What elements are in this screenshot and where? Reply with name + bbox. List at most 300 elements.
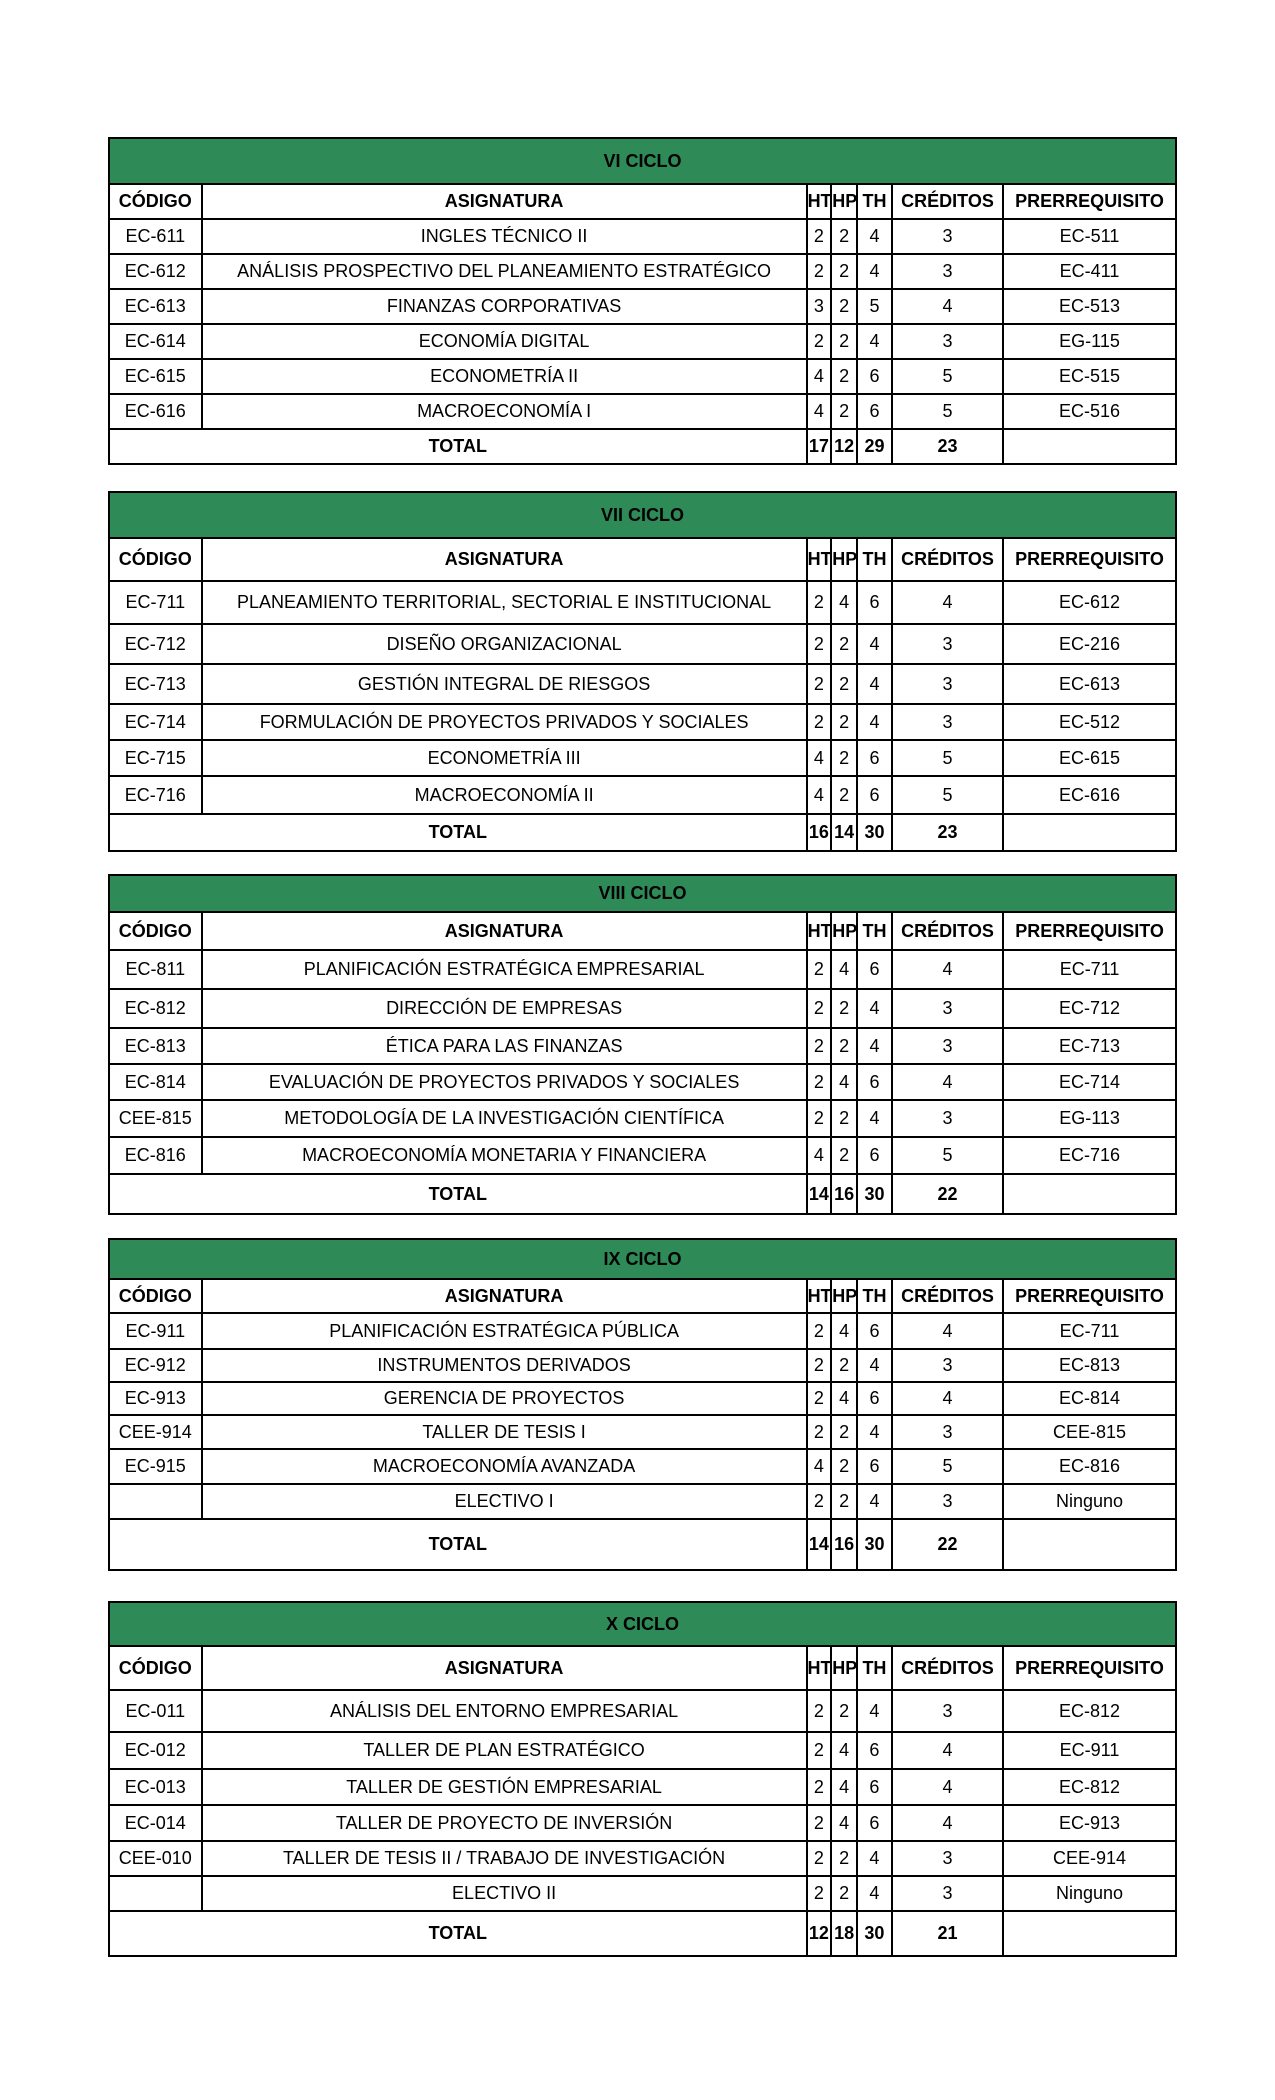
ht-cell: 2 xyxy=(807,1349,832,1382)
codigo-cell xyxy=(109,1876,202,1911)
creditos-header: CRÉDITOS xyxy=(892,1279,1003,1313)
th-cell: 4 xyxy=(857,254,892,289)
hp-header: HP xyxy=(831,538,857,581)
hp-header: HP xyxy=(831,1279,857,1313)
codigo-cell: CEE-914 xyxy=(109,1415,202,1449)
prerrequisito-cell: EC-516 xyxy=(1003,394,1176,429)
table-row xyxy=(109,1137,1176,1174)
hp-cell: 2 xyxy=(831,1841,857,1876)
hp-cell: 2 xyxy=(831,1028,857,1064)
asignatura-cell: MACROECONOMÍA I xyxy=(202,394,807,429)
table-row xyxy=(109,1382,1176,1415)
prerrequisito-cell: EC-714 xyxy=(1003,1064,1176,1100)
th-cell: 4 xyxy=(857,624,892,664)
asignatura-cell: ELECTIVO II xyxy=(202,1876,807,1911)
prerrequisito-cell: EC-812 xyxy=(1003,1690,1176,1732)
th-cell: 4 xyxy=(857,1484,892,1519)
creditos-cell: 4 xyxy=(892,1313,1003,1349)
prerrequisito-cell: EC-513 xyxy=(1003,289,1176,324)
column-header-row xyxy=(109,184,1176,219)
creditos-cell: 4 xyxy=(892,950,1003,989)
codigo-cell: EC-911 xyxy=(109,1313,202,1349)
asignatura-header: ASIGNATURA xyxy=(202,538,807,581)
total-th-cell: 30 xyxy=(857,1519,892,1570)
total-th-cell: 30 xyxy=(857,814,892,851)
asignatura-cell: DIRECCIÓN DE EMPRESAS xyxy=(202,989,807,1028)
th-cell: 4 xyxy=(857,989,892,1028)
ht-cell: 2 xyxy=(807,1382,832,1415)
ht-cell: 2 xyxy=(807,704,832,740)
asignatura-header: ASIGNATURA xyxy=(202,1279,807,1313)
codigo-cell: EC-712 xyxy=(109,624,202,664)
ht-header: HT xyxy=(807,538,832,581)
asignatura-cell: TALLER DE PROYECTO DE INVERSIÓN xyxy=(202,1805,807,1841)
table-row xyxy=(109,1769,1176,1805)
codigo-cell: CEE-815 xyxy=(109,1100,202,1137)
total-creditos-cell: 21 xyxy=(892,1911,1003,1956)
total-label: TOTAL xyxy=(109,1519,807,1570)
codigo-cell: EC-012 xyxy=(109,1732,202,1769)
column-header-row xyxy=(109,1646,1176,1690)
ht-cell: 4 xyxy=(807,740,832,776)
hp-cell: 4 xyxy=(831,1064,857,1100)
total-th-cell: 29 xyxy=(857,429,892,464)
th-cell: 4 xyxy=(857,1415,892,1449)
table-row xyxy=(109,219,1176,254)
prerrequisito-cell: EC-814 xyxy=(1003,1382,1176,1415)
ht-header: HT xyxy=(807,184,832,219)
hp-cell: 2 xyxy=(831,289,857,324)
creditos-header: CRÉDITOS xyxy=(892,184,1003,219)
total-ht-cell: 12 xyxy=(807,1911,832,1956)
prerrequisito-cell: EC-512 xyxy=(1003,704,1176,740)
table-row xyxy=(109,1805,1176,1841)
prerrequisito-cell: EC-411 xyxy=(1003,254,1176,289)
ht-cell: 2 xyxy=(807,1732,832,1769)
total-label: TOTAL xyxy=(109,814,807,851)
prerrequisito-cell: EC-813 xyxy=(1003,1349,1176,1382)
cycle-title-row xyxy=(109,492,1176,538)
table-row xyxy=(109,359,1176,394)
hp-cell: 2 xyxy=(831,1484,857,1519)
asignatura-cell: DISEÑO ORGANIZACIONAL xyxy=(202,624,807,664)
hp-cell: 2 xyxy=(831,219,857,254)
prerrequisito-cell: CEE-815 xyxy=(1003,1415,1176,1449)
cycle-table xyxy=(108,491,1177,852)
total-hp-cell: 16 xyxy=(831,1174,857,1214)
table-row xyxy=(109,324,1176,359)
table-row xyxy=(109,1484,1176,1519)
table-row xyxy=(109,704,1176,740)
total-hp-cell: 16 xyxy=(831,1519,857,1570)
prerrequisito-cell: Ninguno xyxy=(1003,1876,1176,1911)
table-row xyxy=(109,1349,1176,1382)
codigo-cell: EC-912 xyxy=(109,1349,202,1382)
creditos-cell: 4 xyxy=(892,1732,1003,1769)
table-row xyxy=(109,1100,1176,1137)
ht-cell: 2 xyxy=(807,1028,832,1064)
creditos-cell: 3 xyxy=(892,219,1003,254)
cycle-table xyxy=(108,137,1177,465)
th-cell: 6 xyxy=(857,359,892,394)
hp-cell: 4 xyxy=(831,1313,857,1349)
total-creditos-cell: 22 xyxy=(892,1174,1003,1214)
prerrequisito-cell: EG-113 xyxy=(1003,1100,1176,1137)
total-label: TOTAL xyxy=(109,1911,807,1956)
creditos-header: CRÉDITOS xyxy=(892,912,1003,950)
creditos-cell: 4 xyxy=(892,1769,1003,1805)
total-ht-cell: 17 xyxy=(807,429,832,464)
ht-cell: 4 xyxy=(807,1449,832,1484)
creditos-cell: 3 xyxy=(892,1876,1003,1911)
codigo-cell: EC-814 xyxy=(109,1064,202,1100)
asignatura-cell: PLANIFICACIÓN ESTRATÉGICA PÚBLICA xyxy=(202,1313,807,1349)
prerrequisito-cell: EC-913 xyxy=(1003,1805,1176,1841)
th-cell: 6 xyxy=(857,581,892,624)
asignatura-cell: TALLER DE PLAN ESTRATÉGICO xyxy=(202,1732,807,1769)
hp-cell: 2 xyxy=(831,359,857,394)
creditos-header: CRÉDITOS xyxy=(892,538,1003,581)
asignatura-cell: ÉTICA PARA LAS FINANZAS xyxy=(202,1028,807,1064)
ht-cell: 4 xyxy=(807,359,832,394)
cycle-table xyxy=(108,1601,1177,1957)
hp-header: HP xyxy=(831,912,857,950)
cycle-title-row xyxy=(109,1239,1176,1279)
prerrequisito-cell: EC-812 xyxy=(1003,1769,1176,1805)
creditos-cell: 4 xyxy=(892,1805,1003,1841)
total-creditos-cell: 23 xyxy=(892,429,1003,464)
creditos-header: CRÉDITOS xyxy=(892,1646,1003,1690)
table-row xyxy=(109,776,1176,814)
hp-cell: 2 xyxy=(831,1415,857,1449)
ht-cell: 2 xyxy=(807,1100,832,1137)
hp-cell: 4 xyxy=(831,581,857,624)
th-cell: 6 xyxy=(857,1732,892,1769)
ht-cell: 2 xyxy=(807,1484,832,1519)
column-header-row xyxy=(109,1279,1176,1313)
th-cell: 6 xyxy=(857,1805,892,1841)
total-ht-cell: 14 xyxy=(807,1519,832,1570)
prerrequisito-cell: CEE-914 xyxy=(1003,1841,1176,1876)
hp-cell: 2 xyxy=(831,989,857,1028)
ht-cell: 3 xyxy=(807,289,832,324)
asignatura-cell: ANÁLISIS DEL ENTORNO EMPRESARIAL xyxy=(202,1690,807,1732)
ht-cell: 2 xyxy=(807,664,832,704)
prerrequisito-header: PRERREQUISITO xyxy=(1003,912,1176,950)
th-cell: 6 xyxy=(857,776,892,814)
th-cell: 4 xyxy=(857,664,892,704)
codigo-cell: EC-615 xyxy=(109,359,202,394)
total-prerrequisito-cell xyxy=(1003,429,1176,464)
hp-cell: 2 xyxy=(831,254,857,289)
total-prerrequisito-cell xyxy=(1003,814,1176,851)
ht-header: HT xyxy=(807,1646,832,1690)
th-cell: 4 xyxy=(857,1349,892,1382)
creditos-cell: 3 xyxy=(892,664,1003,704)
ht-cell: 2 xyxy=(807,1415,832,1449)
hp-cell: 2 xyxy=(831,664,857,704)
column-header-row xyxy=(109,912,1176,950)
codigo-cell: EC-614 xyxy=(109,324,202,359)
creditos-cell: 3 xyxy=(892,254,1003,289)
hp-cell: 2 xyxy=(831,1690,857,1732)
total-row xyxy=(109,1911,1176,1956)
prerrequisito-cell: EC-613 xyxy=(1003,664,1176,704)
creditos-cell: 3 xyxy=(892,624,1003,664)
th-cell: 6 xyxy=(857,1064,892,1100)
creditos-cell: 3 xyxy=(892,1484,1003,1519)
table-row xyxy=(109,664,1176,704)
cycle-title: VI CICLO xyxy=(109,138,1176,184)
cycle-table xyxy=(108,1238,1177,1571)
creditos-cell: 3 xyxy=(892,1349,1003,1382)
th-cell: 4 xyxy=(857,1100,892,1137)
total-prerrequisito-cell xyxy=(1003,1911,1176,1956)
asignatura-cell: ELECTIVO I xyxy=(202,1484,807,1519)
prerrequisito-header: PRERREQUISITO xyxy=(1003,538,1176,581)
prerrequisito-cell: EC-511 xyxy=(1003,219,1176,254)
codigo-cell: EC-813 xyxy=(109,1028,202,1064)
ht-cell: 2 xyxy=(807,1876,832,1911)
creditos-cell: 3 xyxy=(892,324,1003,359)
prerrequisito-cell: EC-216 xyxy=(1003,624,1176,664)
table-row xyxy=(109,289,1176,324)
hp-cell: 4 xyxy=(831,1805,857,1841)
th-cell: 6 xyxy=(857,950,892,989)
table-row xyxy=(109,581,1176,624)
hp-cell: 2 xyxy=(831,740,857,776)
cycle-title: VIII CICLO xyxy=(109,875,1176,912)
codigo-header: CÓDIGO xyxy=(109,538,202,581)
prerrequisito-cell: EC-713 xyxy=(1003,1028,1176,1064)
hp-cell: 2 xyxy=(831,1100,857,1137)
creditos-cell: 5 xyxy=(892,740,1003,776)
hp-header: HP xyxy=(831,1646,857,1690)
total-hp-cell: 12 xyxy=(831,429,857,464)
th-cell: 4 xyxy=(857,324,892,359)
creditos-cell: 3 xyxy=(892,704,1003,740)
prerrequisito-header: PRERREQUISITO xyxy=(1003,1646,1176,1690)
total-label: TOTAL xyxy=(109,1174,807,1214)
ht-cell: 2 xyxy=(807,950,832,989)
th-cell: 4 xyxy=(857,1690,892,1732)
codigo-cell: EC-713 xyxy=(109,664,202,704)
th-cell: 5 xyxy=(857,289,892,324)
ht-cell: 4 xyxy=(807,776,832,814)
creditos-cell: 4 xyxy=(892,289,1003,324)
asignatura-cell: EVALUACIÓN DE PROYECTOS PRIVADOS Y SOCIALES xyxy=(202,1064,807,1100)
codigo-cell: EC-715 xyxy=(109,740,202,776)
codigo-header: CÓDIGO xyxy=(109,184,202,219)
hp-cell: 2 xyxy=(831,776,857,814)
cycle-title-row xyxy=(109,1602,1176,1646)
th-cell: 6 xyxy=(857,740,892,776)
creditos-cell: 5 xyxy=(892,394,1003,429)
ht-cell: 2 xyxy=(807,1690,832,1732)
total-row xyxy=(109,814,1176,851)
table-row xyxy=(109,394,1176,429)
total-th-cell: 30 xyxy=(857,1911,892,1956)
creditos-cell: 4 xyxy=(892,1064,1003,1100)
prerrequisito-cell: EC-716 xyxy=(1003,1137,1176,1174)
hp-cell: 2 xyxy=(831,1449,857,1484)
th-cell: 4 xyxy=(857,704,892,740)
asignatura-cell: ECONOMETRÍA III xyxy=(202,740,807,776)
th-header: TH xyxy=(857,1279,892,1313)
ht-cell: 4 xyxy=(807,1137,832,1174)
codigo-cell: CEE-010 xyxy=(109,1841,202,1876)
ht-cell: 2 xyxy=(807,1064,832,1100)
hp-cell: 2 xyxy=(831,704,857,740)
codigo-cell: EC-014 xyxy=(109,1805,202,1841)
ht-cell: 2 xyxy=(807,1841,832,1876)
total-ht-cell: 16 xyxy=(807,814,832,851)
creditos-cell: 5 xyxy=(892,1137,1003,1174)
hp-cell: 2 xyxy=(831,324,857,359)
total-row xyxy=(109,1519,1176,1570)
prerrequisito-cell: EC-615 xyxy=(1003,740,1176,776)
table-row xyxy=(109,950,1176,989)
codigo-cell: EC-716 xyxy=(109,776,202,814)
prerrequisito-cell: EC-515 xyxy=(1003,359,1176,394)
prerrequisito-header: PRERREQUISITO xyxy=(1003,1279,1176,1313)
asignatura-cell: ANÁLISIS PROSPECTIVO DEL PLANEAMIENTO ESTRATÉGICO xyxy=(202,254,807,289)
creditos-cell: 5 xyxy=(892,1449,1003,1484)
cycle-title: IX CICLO xyxy=(109,1239,1176,1279)
codigo-cell: EC-812 xyxy=(109,989,202,1028)
codigo-cell: EC-714 xyxy=(109,704,202,740)
codigo-cell: EC-611 xyxy=(109,219,202,254)
hp-cell: 4 xyxy=(831,950,857,989)
total-ht-cell: 14 xyxy=(807,1174,832,1214)
cycle-title-row xyxy=(109,875,1176,912)
total-row xyxy=(109,1174,1176,1214)
ht-cell: 2 xyxy=(807,219,832,254)
codigo-cell: EC-013 xyxy=(109,1769,202,1805)
asignatura-cell: TALLER DE GESTIÓN EMPRESARIAL xyxy=(202,1769,807,1805)
codigo-cell: EC-816 xyxy=(109,1137,202,1174)
ht-cell: 2 xyxy=(807,1769,832,1805)
codigo-cell: EC-616 xyxy=(109,394,202,429)
asignatura-cell: FINANZAS CORPORATIVAS xyxy=(202,289,807,324)
column-header-row xyxy=(109,538,1176,581)
total-hp-cell: 18 xyxy=(831,1911,857,1956)
prerrequisito-cell: EG-115 xyxy=(1003,324,1176,359)
total-th-cell: 30 xyxy=(857,1174,892,1214)
prerrequisito-cell: Ninguno xyxy=(1003,1484,1176,1519)
asignatura-cell: INSTRUMENTOS DERIVADOS xyxy=(202,1349,807,1382)
asignatura-cell: PLANEAMIENTO TERRITORIAL, SECTORIAL E INSTITUCIONAL xyxy=(202,581,807,624)
creditos-cell: 5 xyxy=(892,359,1003,394)
th-cell: 4 xyxy=(857,1028,892,1064)
th-cell: 6 xyxy=(857,1769,892,1805)
cycle-title: VII CICLO xyxy=(109,492,1176,538)
cycle-table xyxy=(108,874,1177,1215)
table-row xyxy=(109,989,1176,1028)
th-cell: 6 xyxy=(857,394,892,429)
asignatura-cell: MACROECONOMÍA AVANZADA xyxy=(202,1449,807,1484)
hp-cell: 2 xyxy=(831,394,857,429)
creditos-cell: 3 xyxy=(892,989,1003,1028)
asignatura-header: ASIGNATURA xyxy=(202,184,807,219)
hp-cell: 4 xyxy=(831,1769,857,1805)
table-row xyxy=(109,1313,1176,1349)
table-row xyxy=(109,1876,1176,1911)
asignatura-cell: FORMULACIÓN DE PROYECTOS PRIVADOS Y SOCIALES xyxy=(202,704,807,740)
table-row xyxy=(109,740,1176,776)
table-row xyxy=(109,1690,1176,1732)
asignatura-cell: GERENCIA DE PROYECTOS xyxy=(202,1382,807,1415)
codigo-cell: EC-613 xyxy=(109,289,202,324)
total-creditos-cell: 23 xyxy=(892,814,1003,851)
creditos-cell: 3 xyxy=(892,1690,1003,1732)
total-row xyxy=(109,429,1176,464)
hp-cell: 4 xyxy=(831,1382,857,1415)
prerrequisito-cell: EC-612 xyxy=(1003,581,1176,624)
codigo-cell: EC-711 xyxy=(109,581,202,624)
codigo-cell: EC-913 xyxy=(109,1382,202,1415)
hp-cell: 2 xyxy=(831,1137,857,1174)
codigo-cell: EC-915 xyxy=(109,1449,202,1484)
table-row xyxy=(109,1449,1176,1484)
table-row xyxy=(109,1732,1176,1769)
cycle-title: X CICLO xyxy=(109,1602,1176,1646)
total-creditos-cell: 22 xyxy=(892,1519,1003,1570)
table-row xyxy=(109,1415,1176,1449)
asignatura-header: ASIGNATURA xyxy=(202,1646,807,1690)
prerrequisito-cell: EC-712 xyxy=(1003,989,1176,1028)
prerrequisito-cell: EC-816 xyxy=(1003,1449,1176,1484)
table-row xyxy=(109,624,1176,664)
creditos-cell: 3 xyxy=(892,1415,1003,1449)
codigo-cell: EC-612 xyxy=(109,254,202,289)
total-hp-cell: 14 xyxy=(831,814,857,851)
asignatura-cell: ECONOMETRÍA II xyxy=(202,359,807,394)
th-header: TH xyxy=(857,1646,892,1690)
prerrequisito-cell: EC-711 xyxy=(1003,950,1176,989)
creditos-cell: 3 xyxy=(892,1100,1003,1137)
th-cell: 6 xyxy=(857,1137,892,1174)
hp-header: HP xyxy=(831,184,857,219)
hp-cell: 2 xyxy=(831,624,857,664)
total-label: TOTAL xyxy=(109,429,807,464)
creditos-cell: 3 xyxy=(892,1841,1003,1876)
ht-cell: 2 xyxy=(807,254,832,289)
codigo-header: CÓDIGO xyxy=(109,912,202,950)
table-row xyxy=(109,254,1176,289)
asignatura-cell: ECONOMÍA DIGITAL xyxy=(202,324,807,359)
ht-cell: 2 xyxy=(807,989,832,1028)
th-cell: 6 xyxy=(857,1313,892,1349)
th-cell: 6 xyxy=(857,1382,892,1415)
hp-cell: 2 xyxy=(831,1876,857,1911)
codigo-cell xyxy=(109,1484,202,1519)
table-row xyxy=(109,1064,1176,1100)
hp-cell: 2 xyxy=(831,1349,857,1382)
prerrequisito-cell: EC-616 xyxy=(1003,776,1176,814)
cycle-title-row xyxy=(109,138,1176,184)
ht-header: HT xyxy=(807,1279,832,1313)
asignatura-cell: INGLES TÉCNICO II xyxy=(202,219,807,254)
ht-cell: 2 xyxy=(807,581,832,624)
ht-cell: 2 xyxy=(807,1805,832,1841)
th-cell: 4 xyxy=(857,1876,892,1911)
asignatura-cell: GESTIÓN INTEGRAL DE RIESGOS xyxy=(202,664,807,704)
creditos-cell: 4 xyxy=(892,1382,1003,1415)
creditos-cell: 3 xyxy=(892,1028,1003,1064)
asignatura-cell: PLANIFICACIÓN ESTRATÉGICA EMPRESARIAL xyxy=(202,950,807,989)
ht-cell: 2 xyxy=(807,324,832,359)
